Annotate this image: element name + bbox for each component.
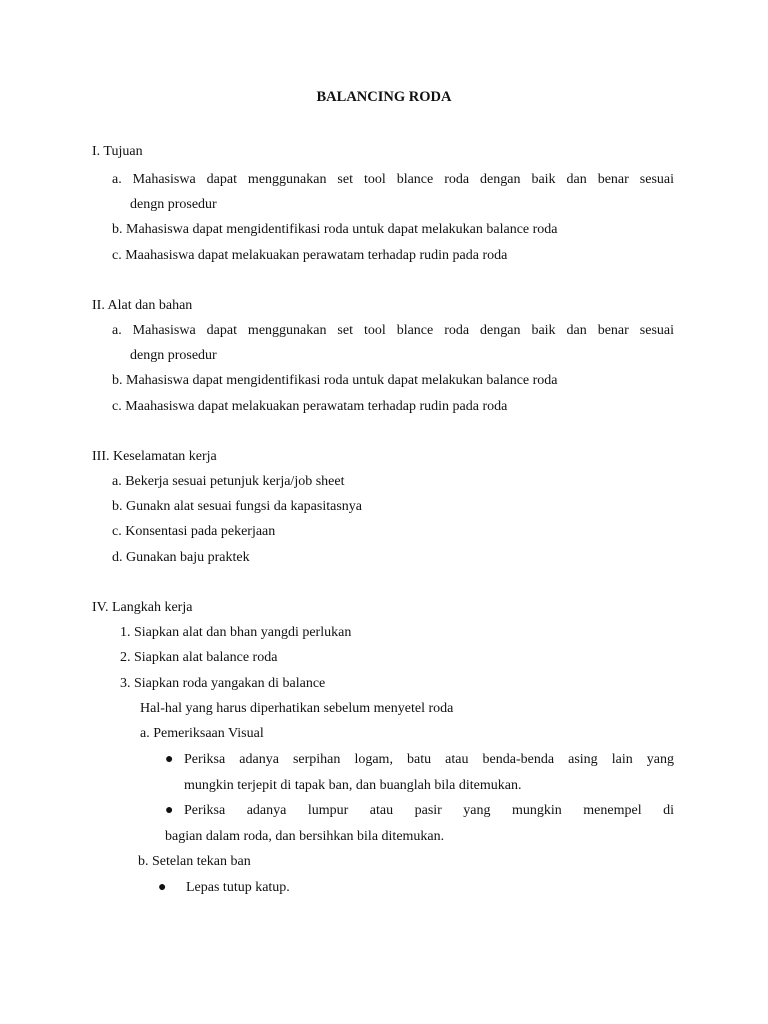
alat-item-c: c. Maahasiswa dapat melakuakan perawatam terhadap rudin pada roda [112, 399, 508, 414]
langkah-step-2: 2. Siapkan alat balance roda [120, 650, 278, 665]
langkah-hal-note: Hal-hal yang harus diperhatikan sebelum menyetel roda [140, 701, 454, 716]
keselamatan-item-b: b. Gunakn alat sesuai fungsi da kapasitasnya [112, 499, 362, 514]
bullet-icon: ● [158, 880, 167, 895]
section-keselamatan-heading: III. Keselamatan kerja [92, 449, 217, 464]
tujuan-item-a-cont: dengn prosedur [130, 197, 217, 212]
tujuan-item-b: b. Mahasiswa dapat mengidentifikasi roda untuk dapat melakukan balance roda [112, 222, 558, 237]
alat-item-b: b. Mahasiswa dapat mengidentifikasi roda untuk dapat melakukan balance roda [112, 373, 558, 388]
langkah-step-3: 3. Siapkan roda yangakan di balance [120, 676, 326, 691]
section-langkah-heading: IV. Langkah kerja [92, 600, 193, 615]
tujuan-item-a: a. Mahasiswa dapat menggunakan set tool blance roda dengan baik dan benar sesuai [112, 172, 674, 187]
setelan-tekan-ban-heading: b. Setelan tekan ban [138, 854, 251, 869]
pemeriksaan-item-1: Periksa adanya serpihan logam, batu atau benda-benda asing lain yang [184, 752, 674, 767]
pemeriksaan-item-2-cont: bagian dalam roda, dan bersihkan bila ditemukan. [165, 829, 445, 844]
pemeriksaan-visual-heading: a. Pemeriksaan Visual [140, 726, 264, 741]
alat-item-a-cont: dengn prosedur [130, 348, 217, 363]
pemeriksaan-item-1-cont: mungkin terjepit di tapak ban, dan buanglah bila ditemukan. [184, 778, 522, 793]
setelan-item-1: Lepas tutup katup. [186, 880, 290, 895]
keselamatan-item-c: c. Konsentasi pada pekerjaan [112, 524, 276, 539]
document-title: BALANCING RODA [316, 89, 452, 105]
section-tujuan-heading: I. Tujuan [92, 144, 143, 159]
bullet-icon: ● [165, 752, 174, 767]
pemeriksaan-item-2: Periksa adanya lumpur atau pasir yang mungkin menempel di [184, 803, 674, 818]
bullet-icon: ● [165, 803, 174, 818]
langkah-step-1: 1. Siapkan alat dan bhan yangdi perlukan [120, 625, 352, 640]
keselamatan-item-a: a. Bekerja sesuai petunjuk kerja/job sheet [112, 474, 345, 489]
keselamatan-item-d: d. Gunakan baju praktek [112, 550, 250, 565]
alat-item-a: a. Mahasiswa dapat menggunakan set tool blance roda dengan baik dan benar sesuai [112, 323, 674, 338]
section-alat-heading: II. Alat dan bahan [92, 298, 193, 313]
tujuan-item-c: c. Maahasiswa dapat melakuakan perawatam terhadap rudin pada roda [112, 248, 508, 263]
